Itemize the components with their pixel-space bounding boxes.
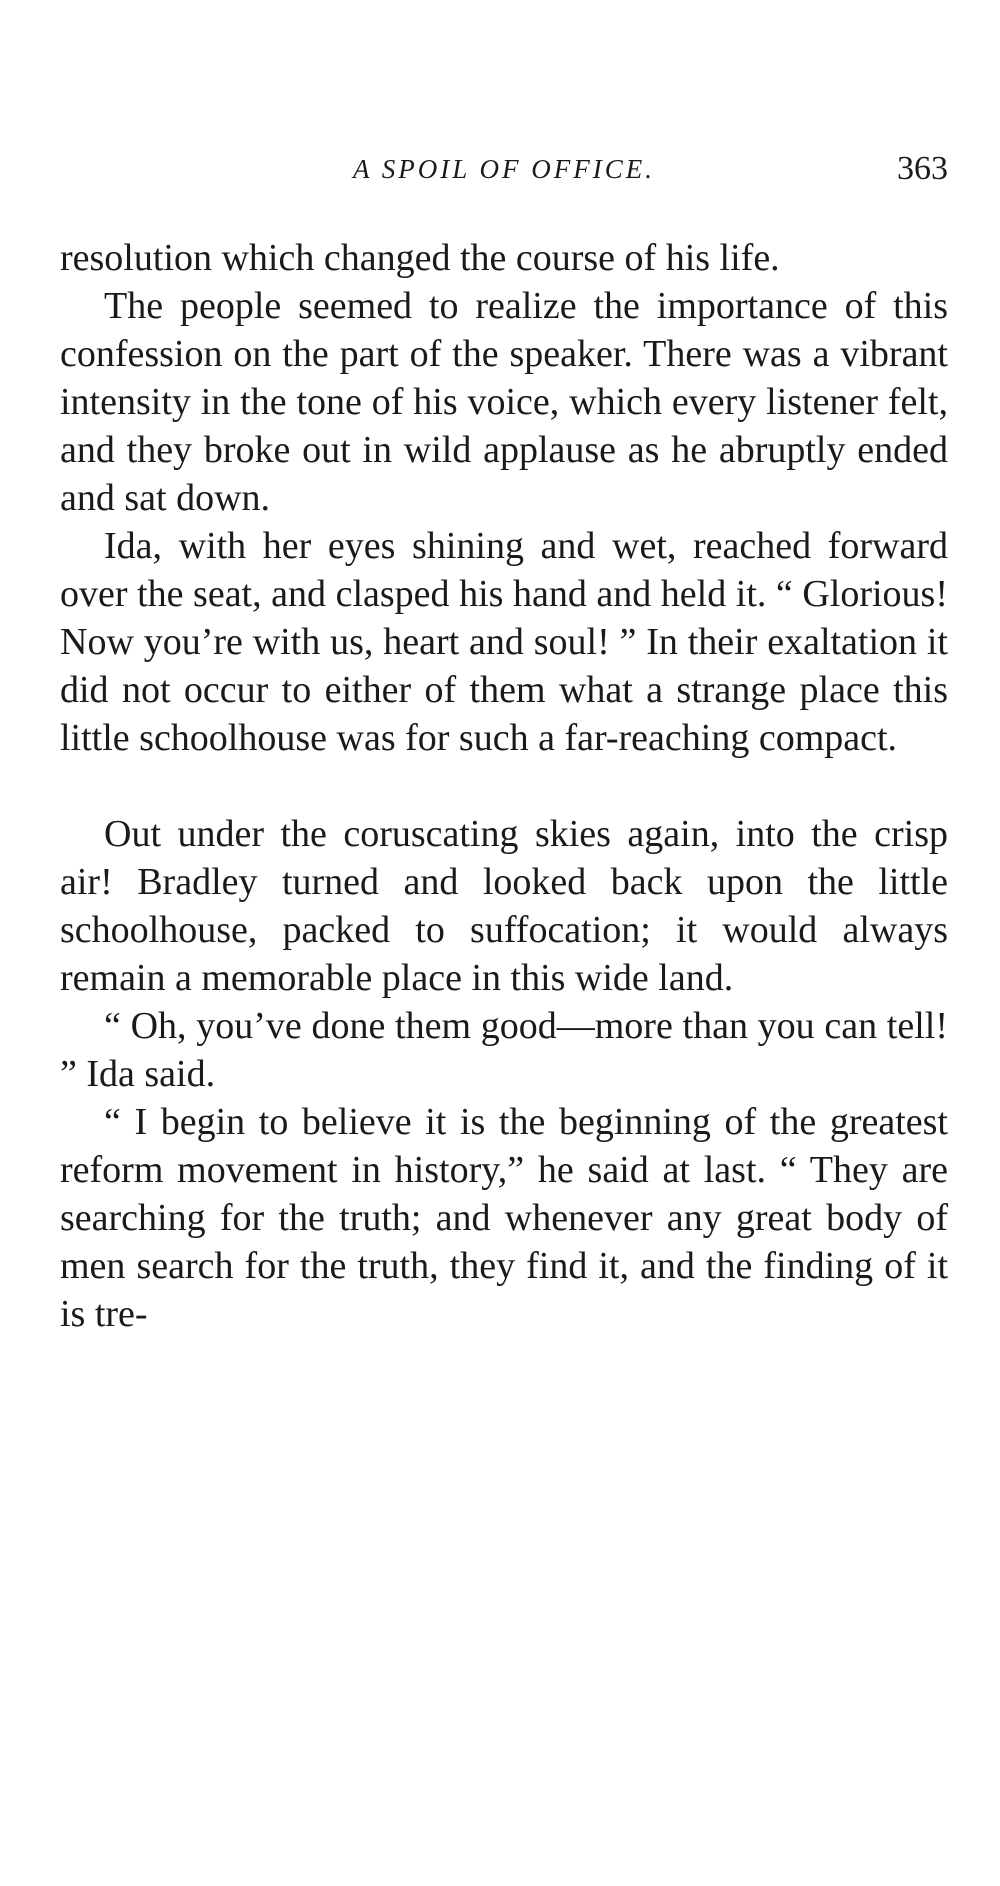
- running-title: A SPOIL OF OFFICE.: [353, 154, 655, 184]
- body-text: [60, 234, 948, 1338]
- section-break: [60, 762, 948, 810]
- running-header: [60, 148, 948, 198]
- paragraph-reform-movement: “ I begin to believe it is the beginning of the greatest reform movement in history,” he said at last. “ They are searching for the truth; and whenever any great body of men search for the truth, they find it, and the finding of it is tre-: [60, 1101, 948, 1335]
- page-number: 363: [897, 150, 948, 187]
- paragraph-ida-said: “ Oh, you’ve done them good—more than you can tell! ” Ida said.: [60, 1005, 948, 1095]
- paragraph-people-applause: The people seemed to realize the importance of this confession on the part of the speaker. There was a vibrant intensity in the tone of his voice, which every listener felt, and they broke out in wild applause as he abruptly ended and sat down.: [60, 285, 948, 519]
- paragraph-ida-compact: Ida, with her eyes shining and wet, reached forward over the seat, and clasped his hand and held it. “ Glorious! Now you’re with us, heart and soul! ” In their exaltation it did not occur to either of them what a strange place this little schoolhouse was for such a far-reaching compact.: [60, 525, 948, 759]
- paragraph-out-under-skies: Out under the coruscating skies again, into the crisp air! Bradley turned and looked back upon the little schoolhouse, packed to suffocation; it would always remain a memorable place in this wide land.: [60, 813, 948, 999]
- paragraph-continuation: resolution which changed the course of his life.: [60, 237, 780, 279]
